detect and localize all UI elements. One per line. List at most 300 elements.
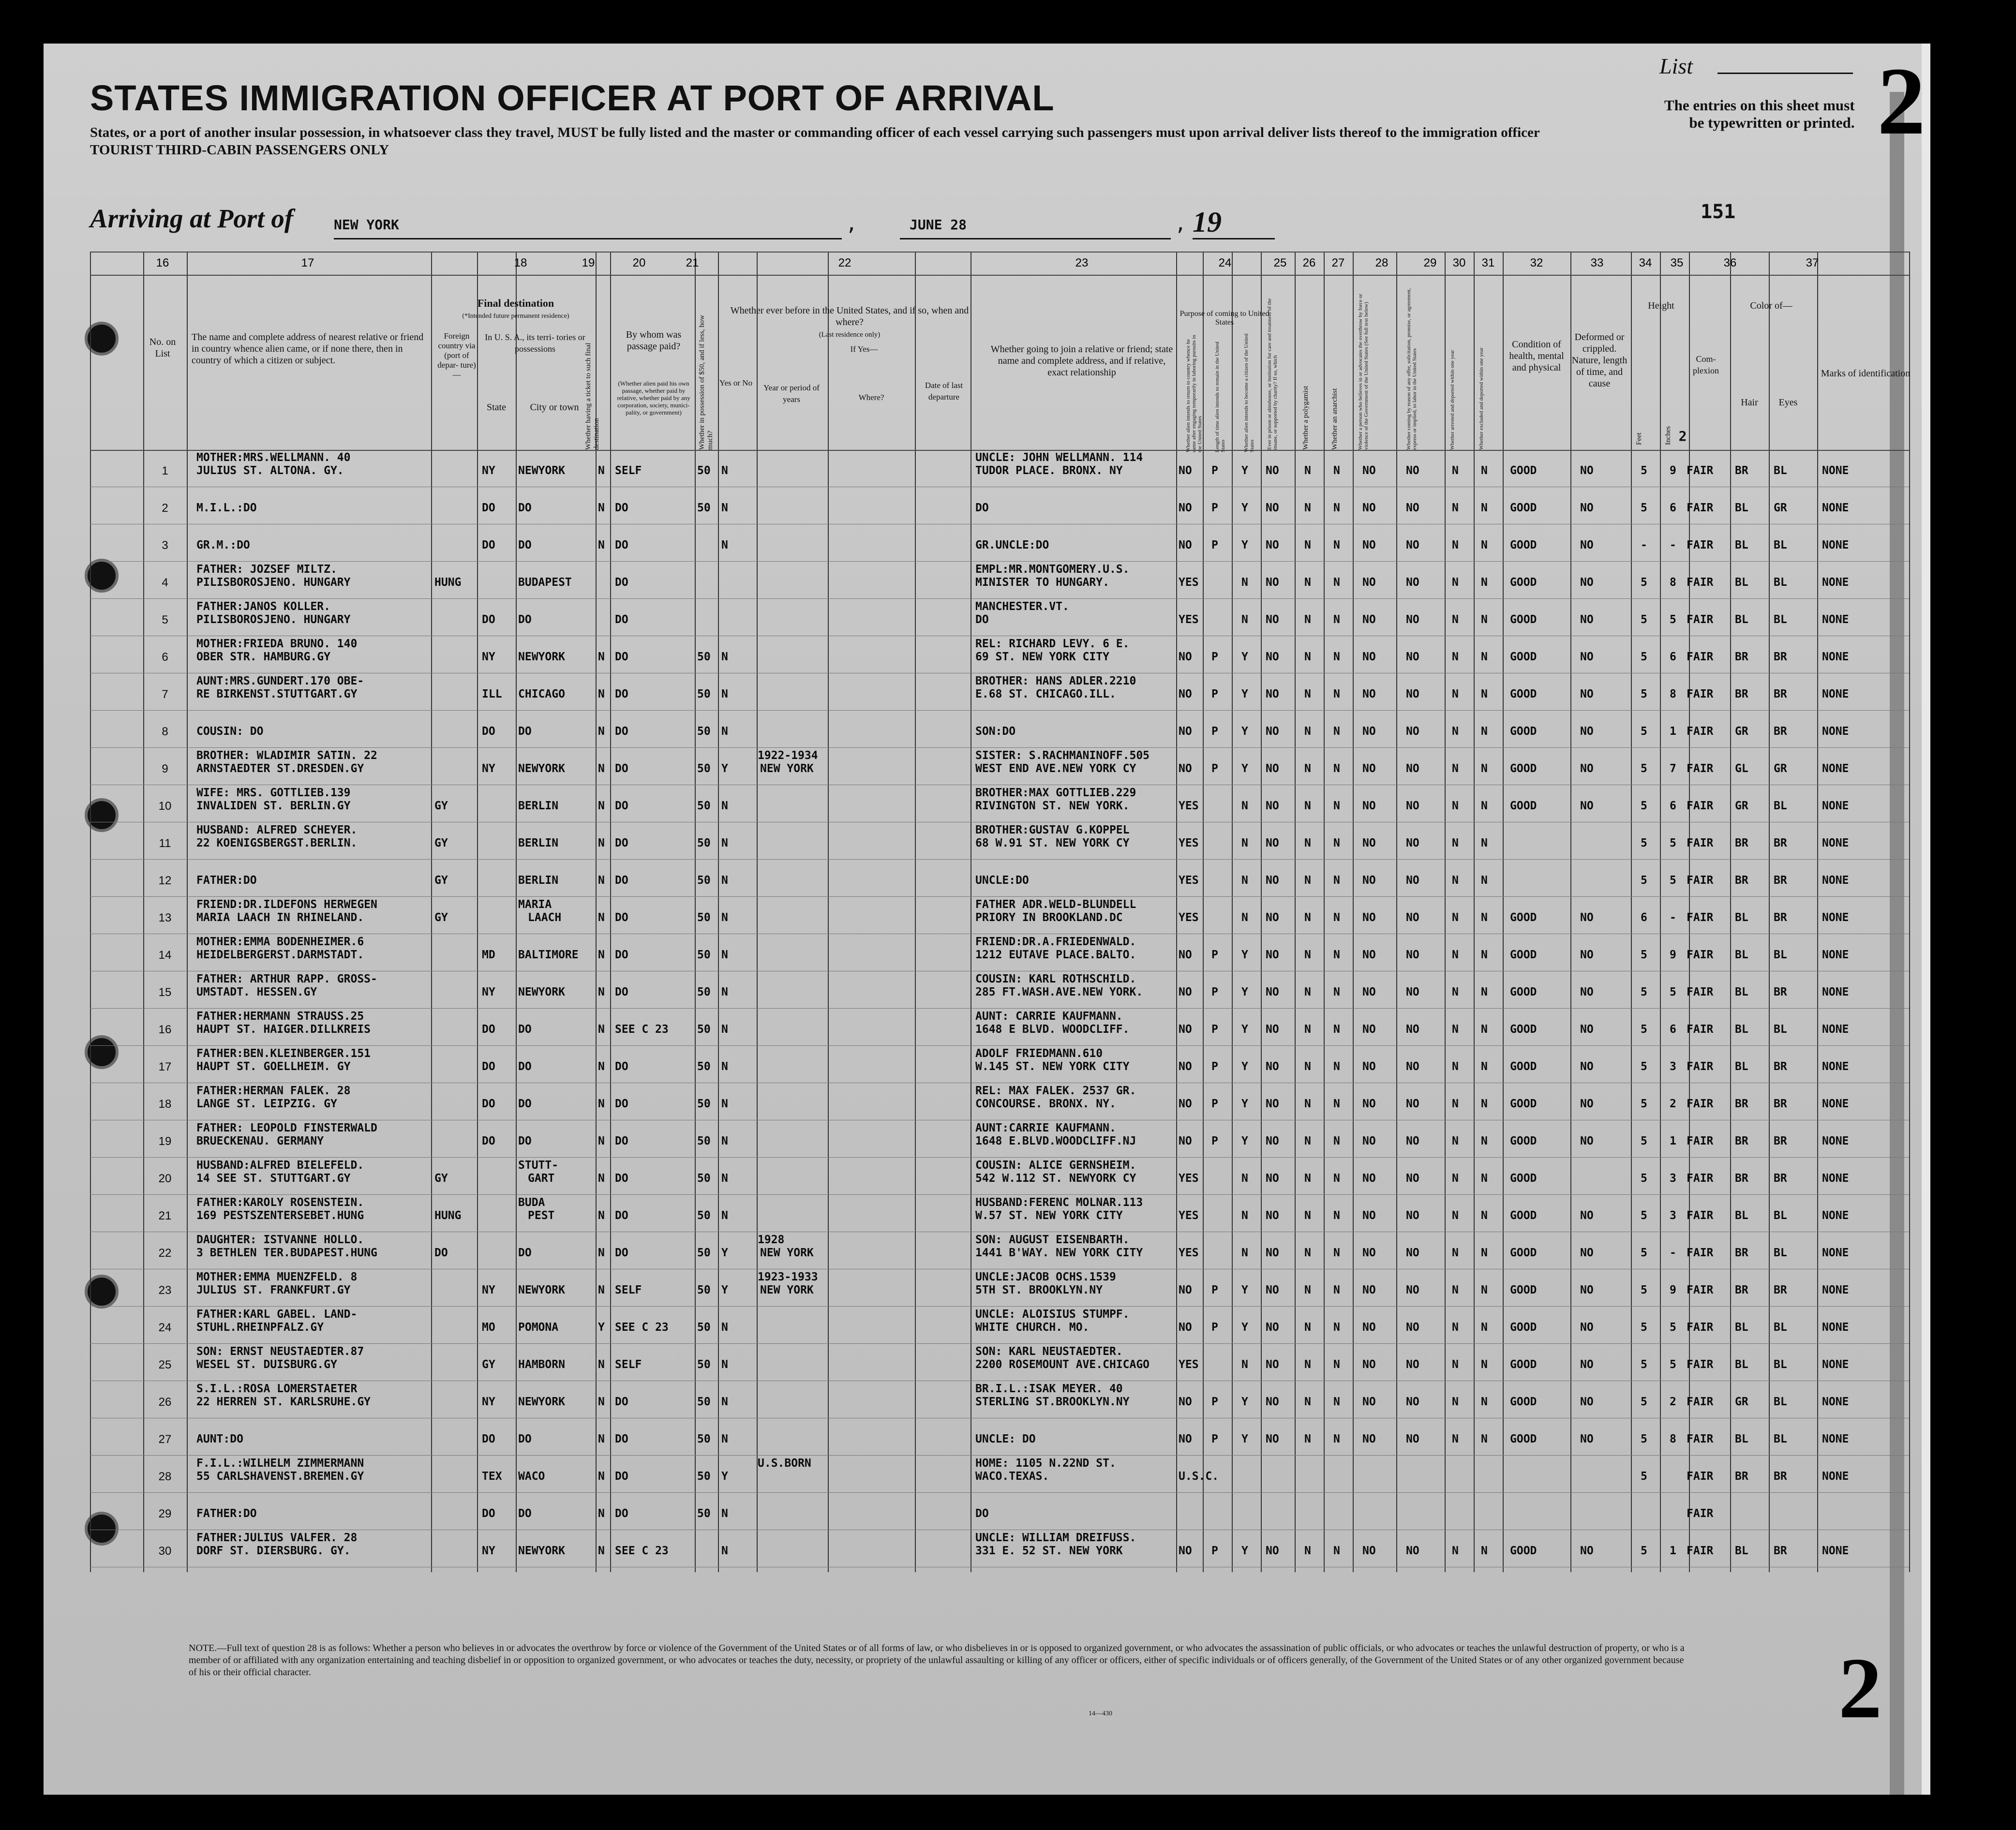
where-in-us: NEW YORK bbox=[760, 762, 814, 775]
money-amount: 50 bbox=[697, 1135, 711, 1147]
height-inches: 6 bbox=[1670, 651, 1676, 663]
passage-paid-by: DO bbox=[615, 800, 628, 812]
relative-address: HEIDELBERGERST.DARMSTADT. bbox=[196, 949, 364, 961]
before-in-us: N bbox=[721, 1358, 728, 1371]
destination-city-cont: LAACH bbox=[528, 911, 562, 924]
header-color-of: Color of— bbox=[1750, 300, 1792, 311]
purpose-length: P bbox=[1211, 1135, 1218, 1147]
joining-person: BROTHER: HANS ADLER.2210 bbox=[975, 675, 1136, 687]
q25-answer: NO bbox=[1266, 1545, 1279, 1557]
q26-answer: N bbox=[1304, 613, 1311, 626]
purpose-length: P bbox=[1211, 1396, 1218, 1408]
before-in-us: N bbox=[721, 1172, 728, 1185]
purpose-return: NO bbox=[1179, 986, 1192, 998]
foreign-country: GY bbox=[434, 800, 448, 812]
column-number: 22 bbox=[838, 256, 851, 269]
complexion: FAIR bbox=[1687, 1209, 1714, 1222]
relative-address: WESEL ST. DUISBURG.GY bbox=[196, 1358, 337, 1371]
height-feet: 5 bbox=[1641, 949, 1647, 961]
list-number: 2 bbox=[1877, 48, 1926, 155]
relative-name: HUSBAND: ALFRED SCHEYER. bbox=[196, 824, 358, 836]
relative-address: ARNSTAEDTER ST.DRESDEN.GY bbox=[196, 762, 364, 775]
eye-color: BL bbox=[1774, 1433, 1787, 1445]
identification-marks: NONE bbox=[1822, 986, 1849, 998]
purpose-length: P bbox=[1211, 651, 1218, 663]
eye-color: BL bbox=[1774, 800, 1787, 812]
destination-city: BERLIN bbox=[518, 837, 559, 849]
destination-city: CHICAGO bbox=[518, 688, 565, 700]
passenger-number: 13 bbox=[158, 911, 172, 924]
header-health: Condition of health, mental and physical bbox=[1509, 339, 1564, 373]
health-condition: GOOD bbox=[1510, 613, 1537, 626]
years-in-us: 1922-1934 bbox=[758, 749, 818, 762]
height-inches: 5 bbox=[1670, 986, 1676, 998]
ticket-flag: N bbox=[598, 1470, 605, 1483]
header-year-period: Year or period of years bbox=[763, 383, 820, 404]
deformed-answer: NO bbox=[1580, 1247, 1594, 1259]
purpose-citizen: N bbox=[1241, 800, 1248, 812]
passenger-number: 12 bbox=[158, 874, 172, 887]
year-prefix: 19 bbox=[1193, 206, 1222, 238]
eye-color: BR bbox=[1774, 688, 1787, 700]
q31-answer: N bbox=[1481, 986, 1488, 998]
q26-answer: N bbox=[1304, 1172, 1311, 1185]
destination-state: DO bbox=[482, 725, 495, 738]
q31-answer: N bbox=[1481, 949, 1488, 961]
passage-paid-by: DO bbox=[615, 725, 628, 738]
header-yes-or-no: Yes or No bbox=[719, 378, 753, 387]
complexion: FAIR bbox=[1687, 539, 1714, 551]
eye-color: BL bbox=[1774, 1247, 1787, 1259]
q28-answer: NO bbox=[1362, 986, 1376, 998]
joining-address: 1648 E.BLVD.WOODCLIFF.NJ bbox=[975, 1135, 1136, 1147]
purpose-return: NO bbox=[1179, 651, 1192, 663]
header-foreign-country: Foreign country via (port of depar- ture)— bbox=[437, 331, 476, 379]
row-rule bbox=[90, 896, 1909, 897]
destination-city: DO bbox=[518, 1098, 532, 1110]
header-last-residence: (Last residence only) bbox=[819, 331, 881, 339]
before-in-us: N bbox=[721, 1396, 728, 1408]
complexion: FAIR bbox=[1687, 1060, 1714, 1073]
q27-answer: N bbox=[1333, 1321, 1340, 1334]
ticket-flag: N bbox=[598, 651, 605, 663]
q28-answer: NO bbox=[1362, 874, 1376, 887]
q27-answer: N bbox=[1333, 1358, 1340, 1371]
purpose-citizen: Y bbox=[1241, 464, 1248, 477]
deformed-answer: NO bbox=[1580, 949, 1594, 961]
eye-color: BR bbox=[1774, 874, 1787, 887]
joining-address: CONCOURSE. BRONX. NY. bbox=[975, 1098, 1116, 1110]
health-condition: GOOD bbox=[1510, 1060, 1537, 1073]
purpose-return: NO bbox=[1179, 762, 1192, 775]
health-condition: GOOD bbox=[1510, 1321, 1537, 1334]
q29-answer: NO bbox=[1406, 651, 1419, 663]
q31-answer: N bbox=[1481, 613, 1488, 626]
q28-answer: NO bbox=[1362, 539, 1376, 551]
destination-city: BUDA bbox=[518, 1196, 545, 1209]
joining-person: ADOLF FRIEDMANN.610 bbox=[975, 1047, 1103, 1060]
header-purpose-return: Whether alien intends to return to country whence he came after engaging temporarily in laboring pursuits in the United States bbox=[1185, 335, 1203, 452]
eye-color: BR bbox=[1774, 1172, 1787, 1185]
relative-name: MOTHER:EMMA MUENZFELD. 8 bbox=[196, 1271, 358, 1283]
header-q27: Whether an anarchist bbox=[1331, 388, 1339, 450]
purpose-return: NO bbox=[1179, 1023, 1192, 1036]
identification-marks: NONE bbox=[1822, 539, 1849, 551]
deformed-answer: NO bbox=[1580, 1284, 1594, 1296]
hair-color: BL bbox=[1735, 949, 1748, 961]
purpose-citizen: N bbox=[1241, 911, 1248, 924]
destination-state: NY bbox=[482, 464, 495, 477]
ticket-flag: N bbox=[598, 874, 605, 887]
q28-answer: NO bbox=[1362, 837, 1376, 849]
identification-marks: NONE bbox=[1822, 1284, 1849, 1296]
eye-color: BL bbox=[1774, 613, 1787, 626]
q27-answer: N bbox=[1333, 1209, 1340, 1222]
purpose-length: P bbox=[1211, 464, 1218, 477]
destination-city: BALTIMORE bbox=[518, 949, 579, 961]
q28-answer: NO bbox=[1362, 911, 1376, 924]
relative-name: F.I.L.:WILHELM ZIMMERMANN bbox=[196, 1457, 364, 1470]
complexion: FAIR bbox=[1687, 1284, 1714, 1296]
complexion: FAIR bbox=[1687, 1023, 1714, 1036]
joining-address: W.145 ST. NEW YORK CITY bbox=[975, 1060, 1130, 1073]
hair-color: BL bbox=[1735, 1023, 1748, 1036]
destination-city: MARIA bbox=[518, 898, 552, 911]
identification-marks: NONE bbox=[1822, 1172, 1849, 1185]
destination-city: NEWYORK bbox=[518, 986, 565, 998]
q31-answer: N bbox=[1481, 874, 1488, 887]
height-feet: 5 bbox=[1641, 651, 1647, 663]
purpose-citizen: Y bbox=[1241, 1060, 1248, 1073]
before-in-us: Y bbox=[721, 1284, 728, 1296]
deformed-answer: NO bbox=[1580, 1545, 1594, 1557]
money-amount: 50 bbox=[697, 800, 711, 812]
before-in-us: N bbox=[721, 464, 728, 477]
q25-answer: NO bbox=[1266, 1284, 1279, 1296]
column-number: 36 bbox=[1723, 256, 1737, 269]
passage-paid-by: DO bbox=[615, 1470, 628, 1483]
q29-answer: NO bbox=[1406, 539, 1419, 551]
passenger-number: 5 bbox=[162, 613, 168, 626]
q27-answer: N bbox=[1333, 874, 1340, 887]
deformed-answer: NO bbox=[1580, 1209, 1594, 1222]
q25-answer: NO bbox=[1266, 539, 1279, 551]
joining-address: DO bbox=[975, 1507, 989, 1520]
ticket-flag: N bbox=[598, 837, 605, 849]
purpose-citizen: N bbox=[1241, 1172, 1248, 1185]
complexion: FAIR bbox=[1687, 1321, 1714, 1334]
column-number: 37 bbox=[1806, 256, 1819, 269]
q26-answer: N bbox=[1304, 1023, 1311, 1036]
hair-color: BL bbox=[1735, 986, 1748, 998]
deformed-answer: NO bbox=[1580, 1060, 1594, 1073]
eye-color: GR bbox=[1774, 502, 1787, 514]
q26-answer: N bbox=[1304, 1433, 1311, 1445]
height-inches: 6 bbox=[1670, 502, 1676, 514]
joining-person: FRIEND:DR.A.FRIEDENWALD. bbox=[975, 936, 1136, 948]
q25-answer: NO bbox=[1266, 1135, 1279, 1147]
joining-person: AUNT: CARRIE KAUFMANN. bbox=[975, 1010, 1123, 1023]
relative-name: SON: ERNST NEUSTAEDTER.87 bbox=[196, 1345, 364, 1358]
health-condition: GOOD bbox=[1510, 725, 1537, 738]
question-28-note: NOTE.—Full text of question 28 is as follows: Whether a person who believes in or advocates the overthrow by force or violence of the Government of the United States or of all forms of law, or who disbelieves in or is opposed to organized government, or who advocates the assassination of public officials, or who advocates or teaches the unlawful destruction of property, or who is a member of or affiliated with any organization entertaining and teaching disbelief in or opposition to organized government, or who advocates or teaches the duty, necessity, or propriety of the unlawful assaulting or killing of any officer or officers, either of specific individuals or of officers generally, of the Government of the United States or of any other organized government because of his or their official character. bbox=[189, 1643, 1685, 1678]
height-inches: 7 bbox=[1670, 762, 1676, 775]
deformed-answer: NO bbox=[1580, 986, 1594, 998]
complexion: FAIR bbox=[1687, 1135, 1714, 1147]
manifest-table bbox=[90, 252, 1909, 1572]
port-underline bbox=[334, 238, 842, 239]
q31-answer: N bbox=[1481, 1396, 1488, 1408]
destination-city: STUTT- bbox=[518, 1159, 559, 1172]
deformed-answer: NO bbox=[1580, 1358, 1594, 1371]
q27-answer: N bbox=[1333, 651, 1340, 663]
deformed-answer: NO bbox=[1580, 1321, 1594, 1334]
purpose-return: YES bbox=[1179, 613, 1199, 626]
deformed-answer: NO bbox=[1580, 651, 1594, 663]
q26-answer: N bbox=[1304, 725, 1311, 738]
joining-address: STERLING ST.BROOKLYN.NY bbox=[975, 1396, 1130, 1408]
relative-address: 22 KOENIGSBERGST.BERLIN. bbox=[196, 837, 358, 849]
before-in-us: N bbox=[721, 502, 728, 514]
column-number: 23 bbox=[1075, 256, 1089, 269]
joining-address: GR.UNCLE:DO bbox=[975, 539, 1049, 551]
destination-city: POMONA bbox=[518, 1321, 559, 1334]
complexion: FAIR bbox=[1687, 1470, 1714, 1483]
complexion: FAIR bbox=[1687, 576, 1714, 589]
q28-answer: NO bbox=[1362, 688, 1376, 700]
passage-paid-by: SEE C 23 bbox=[615, 1545, 669, 1557]
passage-paid-by: DO bbox=[615, 837, 628, 849]
q25-answer: NO bbox=[1266, 1358, 1279, 1371]
height-feet: 5 bbox=[1641, 1433, 1647, 1445]
arriving-label: Arriving at Port of bbox=[90, 204, 294, 233]
foreign-country: GY bbox=[434, 1172, 448, 1185]
form-number: 14—430 bbox=[1089, 1710, 1112, 1717]
passenger-number: 16 bbox=[158, 1023, 172, 1036]
identification-marks: NONE bbox=[1822, 911, 1849, 924]
before-in-us: Y bbox=[721, 762, 728, 775]
money-amount: 50 bbox=[697, 1023, 711, 1036]
purpose-return: YES bbox=[1179, 1172, 1199, 1185]
purpose-citizen: Y bbox=[1241, 1284, 1248, 1296]
relative-address: STUHL.RHEINPFALZ.GY bbox=[196, 1321, 324, 1334]
row-rule bbox=[90, 598, 1909, 599]
q31-answer: N bbox=[1481, 1023, 1488, 1036]
health-condition: GOOD bbox=[1510, 576, 1537, 589]
eye-color: BL bbox=[1774, 1321, 1787, 1334]
column-number: 19 bbox=[582, 256, 595, 269]
joining-address: 1212 EUTAVE PLACE.BALTO. bbox=[975, 949, 1136, 961]
q26-answer: N bbox=[1304, 1396, 1311, 1408]
q30-answer: N bbox=[1452, 1433, 1459, 1445]
destination-state: GY bbox=[482, 1358, 495, 1371]
q27-answer: N bbox=[1333, 986, 1340, 998]
column-number: 25 bbox=[1273, 256, 1287, 269]
purpose-return: NO bbox=[1179, 1545, 1192, 1557]
identification-marks: NONE bbox=[1822, 874, 1849, 887]
sheet-title: STATES IMMIGRATION OFFICER AT PORT OF ARRIVAL bbox=[90, 78, 1055, 118]
money-amount: 50 bbox=[697, 1098, 711, 1110]
comma: , bbox=[846, 213, 858, 235]
deformed-answer: NO bbox=[1580, 539, 1594, 551]
passage-paid-by: DO bbox=[615, 762, 628, 775]
relative-address: M.I.L.:DO bbox=[196, 502, 257, 514]
q29-answer: NO bbox=[1406, 1396, 1419, 1408]
relative-address: FATHER:DO bbox=[196, 874, 257, 887]
q30-answer: N bbox=[1452, 688, 1459, 700]
q30-answer: N bbox=[1452, 613, 1459, 626]
q25-answer: NO bbox=[1266, 986, 1279, 998]
purpose-return: U.S.C. bbox=[1179, 1470, 1219, 1483]
passage-paid-by: DO bbox=[615, 1098, 628, 1110]
before-in-us: N bbox=[721, 837, 728, 849]
joining-address: 285 FT.WASH.AVE.NEW YORK. bbox=[975, 986, 1143, 998]
purpose-return: NO bbox=[1179, 725, 1192, 738]
q28-answer: NO bbox=[1362, 651, 1376, 663]
deformed-answer: NO bbox=[1580, 800, 1594, 812]
joining-address: 1441 B'WAY. NEW YORK CITY bbox=[975, 1247, 1143, 1259]
q30-answer: N bbox=[1452, 986, 1459, 998]
identification-marks: NONE bbox=[1822, 837, 1849, 849]
purpose-citizen: N bbox=[1241, 1209, 1248, 1222]
q29-answer: NO bbox=[1406, 911, 1419, 924]
purpose-citizen: Y bbox=[1241, 1098, 1248, 1110]
joining-person: EMPL:MR.MONTGOMERY.U.S. bbox=[975, 563, 1130, 576]
column-number: 20 bbox=[632, 256, 646, 269]
relative-address: JULIUS ST. ALTONA. GY. bbox=[196, 464, 344, 477]
eye-color: BL bbox=[1774, 1023, 1787, 1036]
q30-answer: N bbox=[1452, 1358, 1459, 1371]
joining-person: HOME: 1105 N.22ND ST. bbox=[975, 1457, 1116, 1470]
hair-color: BR bbox=[1735, 1284, 1748, 1296]
money-amount: 50 bbox=[697, 1247, 711, 1259]
q31-answer: N bbox=[1481, 762, 1488, 775]
purpose-return: NO bbox=[1179, 1098, 1192, 1110]
header-height: Height bbox=[1648, 300, 1674, 311]
q26-answer: N bbox=[1304, 1247, 1311, 1259]
height-feet: 5 bbox=[1641, 1396, 1647, 1408]
ticket-flag: N bbox=[598, 1396, 605, 1408]
complexion: FAIR bbox=[1687, 1545, 1714, 1557]
destination-state: NY bbox=[482, 1284, 495, 1296]
complexion: FAIR bbox=[1687, 725, 1714, 738]
q25-answer: NO bbox=[1266, 1396, 1279, 1408]
passage-paid-by: DO bbox=[615, 1247, 628, 1259]
ticket-flag: N bbox=[598, 762, 605, 775]
destination-state: NY bbox=[482, 986, 495, 998]
passenger-number: 10 bbox=[158, 800, 172, 813]
joining-address: 2200 ROSEMOUNT AVE.CHICAGO bbox=[975, 1358, 1150, 1371]
destination-state: TEX bbox=[482, 1470, 502, 1483]
money-amount: 50 bbox=[697, 1321, 711, 1334]
purpose-length: P bbox=[1211, 1060, 1218, 1073]
q25-answer: NO bbox=[1266, 725, 1279, 738]
q28-answer: NO bbox=[1362, 762, 1376, 775]
destination-city: DO bbox=[518, 502, 532, 514]
purpose-length: P bbox=[1211, 539, 1218, 551]
purpose-length: P bbox=[1211, 949, 1218, 961]
height-feet: 5 bbox=[1641, 1209, 1647, 1222]
eye-color: BL bbox=[1774, 949, 1787, 961]
before-in-us: N bbox=[721, 1209, 728, 1222]
passenger-number: 28 bbox=[158, 1470, 172, 1483]
deformed-answer: NO bbox=[1580, 1396, 1594, 1408]
destination-city: DO bbox=[518, 725, 532, 738]
relative-name: WIFE: MRS. GOTTLIEB.139 bbox=[196, 787, 351, 799]
q28-answer: NO bbox=[1362, 1247, 1376, 1259]
typewritten-instructions: The entries on this sheet must be typewritten or printed. bbox=[1664, 97, 1855, 131]
column-number: 24 bbox=[1218, 256, 1232, 269]
sheet-class-note: TOURIST THIRD-CABIN PASSENGERS ONLY bbox=[90, 142, 389, 158]
destination-city: HAMBORN bbox=[518, 1358, 565, 1371]
year-underline bbox=[1193, 238, 1275, 239]
header-q29: Whether coming by reason of any offer, solicitation, promise, or agreement, express or implied, to labor in the United States bbox=[1406, 288, 1418, 450]
years-in-us: 1928 bbox=[758, 1234, 785, 1246]
passage-paid-by: DO bbox=[615, 1135, 628, 1147]
purpose-return: YES bbox=[1179, 800, 1199, 812]
q27-answer: N bbox=[1333, 1098, 1340, 1110]
header-q30: Whether arrested and deported within one year bbox=[1449, 350, 1455, 450]
purpose-citizen: N bbox=[1241, 576, 1248, 589]
q26-answer: N bbox=[1304, 911, 1311, 924]
destination-state: DO bbox=[482, 502, 495, 514]
row-rule bbox=[90, 1343, 1909, 1344]
q25-answer: NO bbox=[1266, 502, 1279, 514]
q30-answer: N bbox=[1452, 1060, 1459, 1073]
ticket-flag: N bbox=[598, 1284, 605, 1296]
purpose-return: NO bbox=[1179, 1321, 1192, 1334]
header-no-on-list: No. on List bbox=[149, 337, 176, 359]
relative-address: HAUPT ST. GOELLHEIM. GY bbox=[196, 1060, 351, 1073]
q28-answer: NO bbox=[1362, 725, 1376, 738]
height-inches: 3 bbox=[1670, 1060, 1676, 1073]
column-number: 34 bbox=[1639, 256, 1652, 269]
money-amount: 50 bbox=[697, 1209, 711, 1222]
health-condition: GOOD bbox=[1510, 539, 1537, 551]
identification-marks: NONE bbox=[1822, 1023, 1849, 1036]
purpose-citizen: N bbox=[1241, 1247, 1248, 1259]
q28-answer: NO bbox=[1362, 1321, 1376, 1334]
passage-paid-by: DO bbox=[615, 1172, 628, 1185]
destination-city: DO bbox=[518, 1507, 532, 1520]
passage-paid-by: DO bbox=[615, 874, 628, 887]
destination-city: DO bbox=[518, 1060, 532, 1073]
identification-marks: NONE bbox=[1822, 1545, 1849, 1557]
passage-paid-by: SELF bbox=[615, 464, 642, 477]
row-rule bbox=[90, 1045, 1909, 1046]
ticket-flag: N bbox=[598, 1209, 605, 1222]
purpose-return: YES bbox=[1179, 1209, 1199, 1222]
relative-name: FATHER:HERMAN FALEK. 28 bbox=[196, 1085, 351, 1097]
q25-answer: NO bbox=[1266, 1321, 1279, 1334]
deformed-answer: NO bbox=[1580, 613, 1594, 626]
height-inches: 3 bbox=[1670, 1209, 1676, 1222]
foreign-country: GY bbox=[434, 911, 448, 924]
header-join-relative: Whether going to join a relative or friend; state name and complete address, and if relative, exact relationship bbox=[990, 344, 1173, 378]
passenger-number: 26 bbox=[158, 1396, 172, 1409]
joining-person: BROTHER:GUSTAV G.KOPPEL bbox=[975, 824, 1130, 836]
q30-answer: N bbox=[1452, 949, 1459, 961]
joining-person: UNCLE: ALOISIUS STUMPF. bbox=[975, 1308, 1130, 1321]
q27-answer: N bbox=[1333, 1172, 1340, 1185]
list-label: List bbox=[1659, 54, 1693, 78]
destination-city: NEWYORK bbox=[518, 1396, 565, 1408]
joining-person: AUNT:CARRIE KAUFMANN. bbox=[975, 1122, 1116, 1134]
purpose-length: P bbox=[1211, 1321, 1218, 1334]
q26-answer: N bbox=[1304, 688, 1311, 700]
passage-paid-by: DO bbox=[615, 1209, 628, 1222]
q25-answer: NO bbox=[1266, 874, 1279, 887]
